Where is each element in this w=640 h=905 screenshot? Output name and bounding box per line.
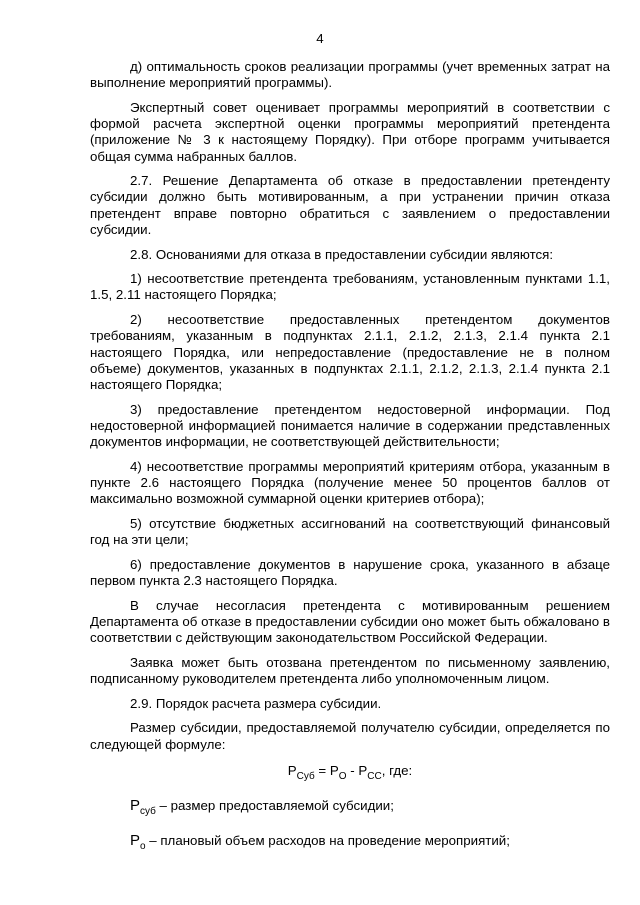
formula-subscript: Суб — [296, 770, 315, 782]
definition-subscript: суб — [140, 805, 156, 817]
definition-subscript: о — [140, 840, 146, 852]
definition-symbol: P — [130, 796, 141, 814]
paragraph: 1) несоответствие претендента требованиям, установленным пунктами 1.1, 1.5, 2.11 настоящего Порядка; — [90, 271, 610, 303]
formula-symbol: P — [358, 762, 368, 778]
paragraph: Заявка может быть отозвана претендентом по письменному заявлению, подписанному руководителем претендента либо уполномоченным лицом. — [90, 654, 610, 686]
formula-operator: - — [346, 762, 359, 778]
definition-text: – размер предоставляемой субсидии; — [155, 797, 394, 813]
document-body — [90, 59, 610, 867]
page-number: 4 — [316, 31, 324, 46]
paragraph: 4) несоответствие программы мероприятий критериям отбора, указанным в пункте 2.6 настоящего Порядка (получение менее 50 процентов баллов от максимально возможной суммарной оценки критериев отбора); — [90, 458, 610, 507]
definition-line — [90, 832, 610, 855]
subsidy-formula — [90, 762, 610, 785]
formula-subscript: СС — [367, 770, 382, 782]
paragraph: Размер субсидии, предоставляемой получателю субсидии, определяется по следующей формуле: — [90, 720, 610, 752]
paragraph: д) оптимальность сроков реализации программы (учет временных затрат на выполнение мероприятий программы). — [90, 59, 610, 91]
paragraph: В случае несогласия претендента с мотивированным решением Департамента об отказе в предоставлении субсидии оно может быть обжаловано в соответствии с действующим законодательством Российской Федерации. — [90, 597, 610, 646]
formula-symbol: P — [287, 762, 297, 778]
paragraph: 2) несоответствие предоставленных претендентом документов требованиям, указанным в подпунктах 2.1.1, 2.1.2, 2.1.3, 2.1.4 пункта 2.1 настоящего Порядка, или непредоставление (предоставление не в полном объеме) документов, указанных в подпунктах 2.1.1, 2.1.2, 2.1.3, 2.1.4 пункта 2.1 настоящего Порядка; — [90, 312, 610, 392]
definition-symbol: P — [130, 831, 141, 849]
paragraph: 2.7. Решение Департамента об отказе в предоставлении претенденту субсидии должно быть мотивированным, а при устранении причин отказа претендент вправе повторно обратиться с заявлением о предоставлении субсидии. — [90, 173, 610, 237]
formula-operator: = — [314, 762, 330, 778]
definition-line — [90, 797, 610, 820]
paragraph: 3) предоставление претендентом недостоверной информации. Под недостоверной информацией понимается наличие в содержании представленных документов информации, не соответствующей действительности; — [90, 401, 610, 450]
formula-subscript: О — [338, 770, 347, 782]
paragraph: 2.8. Основаниями для отказа в предоставлении субсидии являются: — [130, 246, 554, 262]
paragraph: 5) отсутствие бюджетных ассигнований на соответствующий финансовый год на эти цели; — [90, 515, 610, 548]
paragraph: 6) предоставление документов в нарушение срока, указанного в абзаце первом пункта 2.3 настоящего Порядка. — [90, 556, 610, 588]
formula-tail: , где: — [381, 762, 413, 778]
formula-symbol: P — [329, 762, 339, 778]
paragraph: 2.9. Порядок расчета размера субсидии. — [130, 695, 382, 711]
definition-text: – плановый объем расходов на проведение мероприятий; — [145, 832, 510, 848]
paragraph: Экспертный совет оценивает программы мероприятий в соответствии с формой расчета экспертной оценки программы мероприятий претендента (приложение № 3 к настоящему Порядку). При отборе программ учитывается общая сумма набранных баллов. — [90, 99, 610, 164]
